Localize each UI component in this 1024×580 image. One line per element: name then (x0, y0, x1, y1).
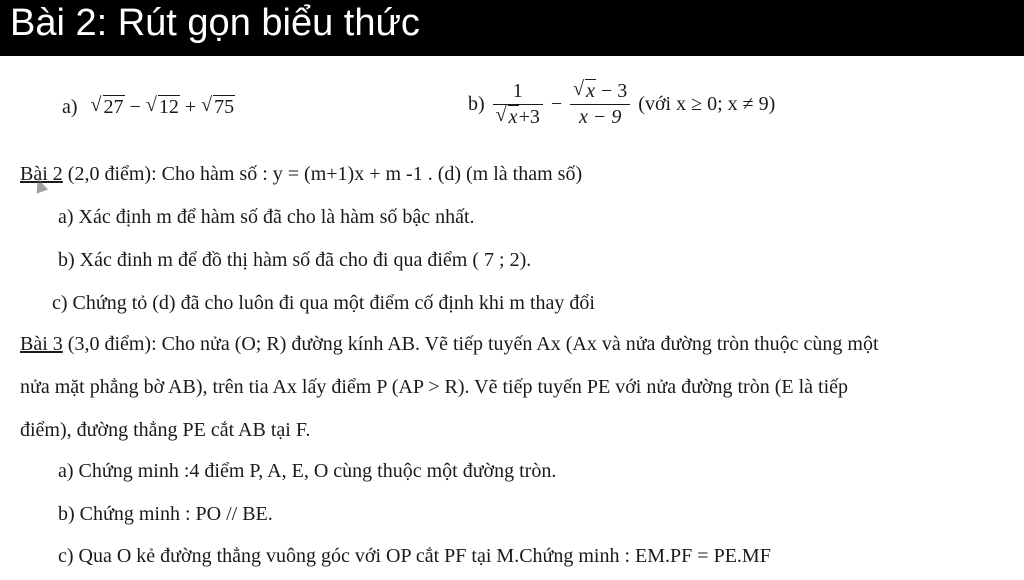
bai3-heading (20, 333, 879, 356)
expression-a (62, 96, 235, 119)
fraction-2: √ $\frac{x - 3}{x - 9}$ (570, 80, 630, 129)
sqrt-75: √ 75 (201, 96, 235, 119)
bai2-item-b: b) Xác đinh m để đồ thị hàm số đã cho đi qua điểm ( 7 ; 2). (58, 249, 532, 271)
bai2-text: (2,0 điểm): Cho hàm số : y = (m+1)x + m -1 . (d) (m là tham số) (62, 163, 583, 185)
bai3-line2: nửa mặt phẳng bờ AB), trên tia Ax lấy điểm P (AP > R). Vẽ tiếp tuyến PE với nửa đường tròn (E là tiếp (20, 376, 848, 398)
sqrt-27: √ 27 (91, 96, 125, 119)
bai3-line1: (3,0 điểm): Cho nửa (O; R) đường kính AB. Vẽ tiếp tuyến Ax (Ax và nửa đường tròn thuộc cùng một (62, 333, 879, 355)
minus-sign-b: − (550, 93, 563, 115)
bai3-item-a: a) Chứng minh :4 điểm P, A, E, O cùng thuộc một đường tròn. (58, 460, 557, 482)
bai2-label: Bài 2 (20, 163, 63, 185)
bai3-label: Bài 3 (20, 333, 63, 355)
expression-b-label: b) (468, 93, 485, 115)
bai2-item-c: c) Chứng tỏ (d) đã cho luôn đi qua một điểm cố định khi m thay đổi (52, 292, 595, 314)
bai3-item-b: b) Chứng minh : PO // BE. (58, 503, 273, 525)
page-title: Bài 2: Rút gọn biểu thức (10, 2, 420, 44)
minus-sign: − (129, 96, 141, 118)
fraction-1: 1 √ x+3 (493, 80, 543, 129)
bai3-item-c: c) Qua O kẻ đường thẳng vuông góc với OP cắt PF tại M.Chứng minh : EM.PF = PE.MF (58, 545, 771, 567)
bai3-line3: điểm), đường thẳng PE cắt AB tại F. (20, 419, 311, 441)
condition: (với x ≥ 0; x ≠ 9) (638, 93, 776, 115)
expression-b (468, 80, 775, 129)
title-bar (0, 0, 1024, 56)
plus-sign: + (184, 96, 197, 118)
bai2-heading (20, 163, 582, 186)
sqrt-12: √ 12 (146, 96, 180, 119)
expression-a-label: a) (62, 96, 78, 118)
bai2-item-a: a) Xác định m để hàm số đã cho là hàm số bậc nhất. (58, 206, 475, 228)
